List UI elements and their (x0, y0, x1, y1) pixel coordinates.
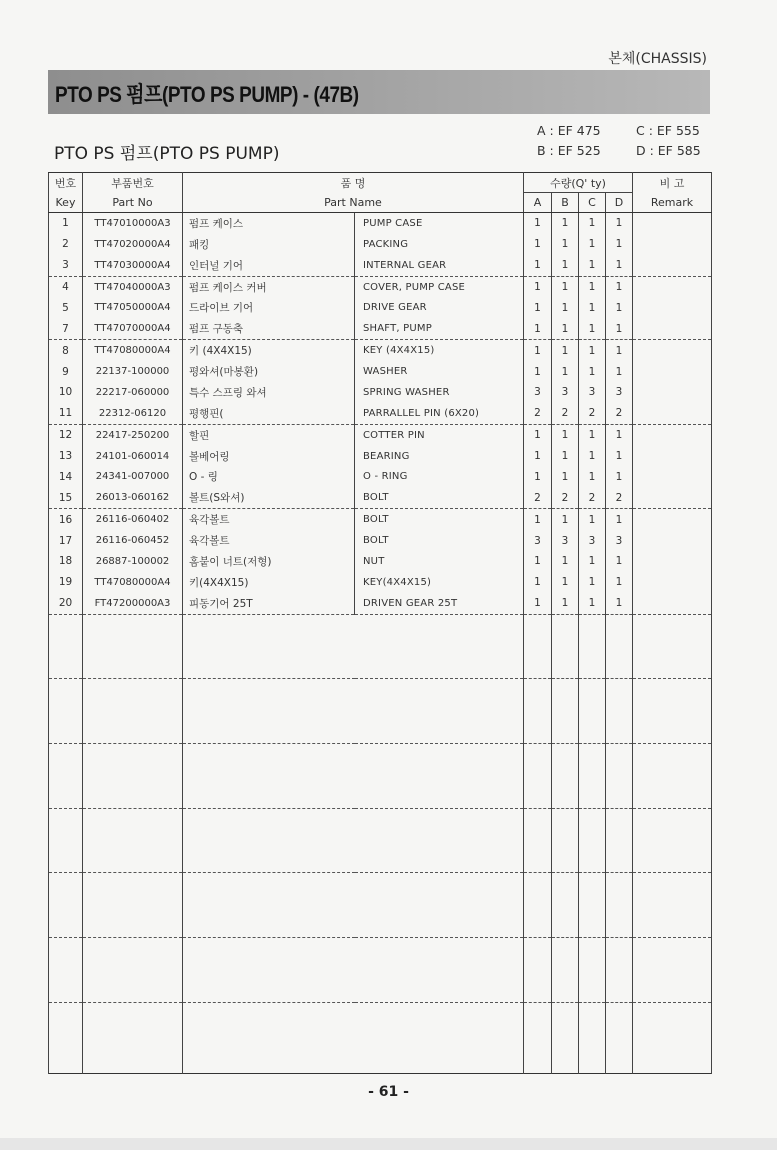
row-qty-b: 2 (552, 487, 579, 508)
row-name-en: PARRALLEL PIN (6X20) (355, 403, 524, 424)
page-title: PTO PS 펌프(PTO PS PUMP) - (47B) (55, 82, 359, 107)
empty-cell (579, 679, 606, 744)
row-part-no: 22312-06120 (83, 403, 183, 424)
row-qty-d: 1 (606, 446, 633, 467)
row-qty-c: 1 (579, 318, 606, 339)
page-number: - 61 - (368, 1084, 409, 1100)
header-qty-c: C (579, 193, 606, 213)
row-qty-a: 2 (524, 403, 552, 424)
empty-cell (606, 1002, 633, 1073)
row-key: 1 (49, 213, 83, 234)
empty-cell (183, 1002, 524, 1073)
table-row (49, 382, 712, 403)
row-key: 7 (49, 318, 83, 339)
row-key: 18 (49, 551, 83, 572)
row-qty-b: 1 (552, 361, 579, 382)
row-part-no: 24101-060014 (83, 446, 183, 467)
empty-cell (606, 938, 633, 1003)
row-key: 16 (49, 509, 83, 530)
empty-cell (83, 808, 183, 873)
row-name-en: BEARING (355, 446, 524, 467)
row-qty-c: 1 (579, 467, 606, 488)
row-qty-d: 1 (606, 424, 633, 445)
empty-cell (552, 744, 579, 809)
row-qty-a: 1 (524, 572, 552, 593)
empty-cell (49, 744, 83, 809)
row-part-no: 26013-060162 (83, 487, 183, 508)
row-name-en: KEY(4X4X15) (355, 572, 524, 593)
row-key: 15 (49, 487, 83, 508)
row-qty-a: 1 (524, 255, 552, 276)
row-name-en: DRIVE GEAR (355, 298, 524, 319)
row-remark (633, 487, 712, 508)
row-name-ko: 펌프 케이스 커버 (183, 276, 355, 297)
row-qty-d: 2 (606, 487, 633, 508)
empty-cell (524, 1002, 552, 1073)
header-remark-ko: 비 고 (633, 173, 712, 193)
table-row (49, 487, 712, 508)
row-qty-c: 1 (579, 255, 606, 276)
row-name-ko: 인터널 기어 (183, 255, 355, 276)
row-name-ko: 육각볼트 (183, 530, 355, 551)
row-key: 13 (49, 446, 83, 467)
empty-cell (524, 614, 552, 679)
row-remark (633, 467, 712, 488)
table-row (49, 298, 712, 319)
empty-cell (183, 744, 524, 809)
empty-cell (633, 679, 712, 744)
row-name-ko: 패킹 (183, 234, 355, 255)
row-qty-a: 1 (524, 467, 552, 488)
row-qty-b: 1 (552, 318, 579, 339)
row-qty-c: 1 (579, 509, 606, 530)
table-row (49, 424, 712, 445)
empty-row (49, 679, 712, 744)
empty-cell (49, 679, 83, 744)
row-qty-b: 1 (552, 340, 579, 361)
header-qty-d: D (606, 193, 633, 213)
row-qty-d: 1 (606, 509, 633, 530)
row-qty-a: 1 (524, 276, 552, 297)
empty-cell (552, 808, 579, 873)
row-qty-b: 1 (552, 255, 579, 276)
row-key: 4 (49, 276, 83, 297)
row-part-no: TT47070000A4 (83, 318, 183, 339)
row-name-en: O - RING (355, 467, 524, 488)
row-qty-b: 3 (552, 530, 579, 551)
row-remark (633, 361, 712, 382)
row-qty-c: 1 (579, 446, 606, 467)
header-key-ko: 번호 (49, 173, 83, 193)
row-name-ko: 육각볼트 (183, 509, 355, 530)
empty-cell (633, 808, 712, 873)
row-name-ko: O - 링 (183, 467, 355, 488)
empty-cell (579, 938, 606, 1003)
empty-cell (83, 873, 183, 938)
row-qty-a: 1 (524, 213, 552, 234)
model-legend-right (636, 121, 701, 161)
row-qty-c: 1 (579, 551, 606, 572)
row-name-en: WASHER (355, 361, 524, 382)
model-b-label: B : EF 525 (537, 143, 601, 158)
section-label: 본체(CHASSIS) (608, 51, 707, 67)
empty-cell (552, 938, 579, 1003)
empty-cell (633, 1002, 712, 1073)
table-row (49, 551, 712, 572)
row-name-ko: 볼트(S와셔) (183, 487, 355, 508)
row-qty-d: 1 (606, 298, 633, 319)
row-remark (633, 255, 712, 276)
header-remark-en: Remark (633, 193, 712, 213)
empty-cell (552, 679, 579, 744)
title-bar (48, 70, 710, 114)
row-name-ko: 키(4X4X15) (183, 572, 355, 593)
row-qty-a: 1 (524, 361, 552, 382)
row-qty-d: 1 (606, 467, 633, 488)
row-name-en: BOLT (355, 509, 524, 530)
row-qty-d: 1 (606, 572, 633, 593)
row-remark (633, 318, 712, 339)
table-row (49, 234, 712, 255)
page-edge (0, 1138, 777, 1150)
row-part-no: TT47040000A3 (83, 276, 183, 297)
row-name-ko: 볼베어링 (183, 446, 355, 467)
row-qty-a: 1 (524, 551, 552, 572)
row-qty-c: 1 (579, 276, 606, 297)
header-qty-a: A (524, 193, 552, 213)
row-key: 3 (49, 255, 83, 276)
empty-cell (49, 808, 83, 873)
row-name-ko: 특수 스프링 와셔 (183, 382, 355, 403)
header-qty: 수량(Q' ty) (524, 173, 633, 193)
row-qty-d: 1 (606, 276, 633, 297)
row-qty-c: 1 (579, 361, 606, 382)
empty-cell (633, 938, 712, 1003)
row-qty-c: 1 (579, 593, 606, 614)
table-row (49, 467, 712, 488)
row-qty-a: 1 (524, 424, 552, 445)
row-remark (633, 276, 712, 297)
row-remark (633, 403, 712, 424)
row-name-en: COVER, PUMP CASE (355, 276, 524, 297)
row-qty-a: 1 (524, 509, 552, 530)
row-qty-d: 2 (606, 403, 633, 424)
empty-cell (49, 614, 83, 679)
row-remark (633, 234, 712, 255)
row-remark (633, 551, 712, 572)
empty-cell (83, 679, 183, 744)
empty-cell (83, 744, 183, 809)
row-qty-c: 1 (579, 234, 606, 255)
row-name-ko: 홈붙이 너트(저형) (183, 551, 355, 572)
row-key: 19 (49, 572, 83, 593)
row-qty-c: 1 (579, 298, 606, 319)
row-remark (633, 213, 712, 234)
row-qty-c: 1 (579, 340, 606, 361)
empty-cell (524, 873, 552, 938)
row-qty-b: 2 (552, 403, 579, 424)
row-remark (633, 424, 712, 445)
row-name-ko: 피동기어 25T (183, 593, 355, 614)
row-remark (633, 446, 712, 467)
row-name-ko: 펌프 케이스 (183, 213, 355, 234)
empty-row (49, 938, 712, 1003)
table-row (49, 318, 712, 339)
empty-cell (183, 873, 524, 938)
row-qty-b: 1 (552, 298, 579, 319)
row-name-en: NUT (355, 551, 524, 572)
table-header (49, 173, 712, 213)
row-part-no: 24341-007000 (83, 467, 183, 488)
row-remark (633, 382, 712, 403)
row-qty-d: 1 (606, 340, 633, 361)
row-qty-c: 1 (579, 213, 606, 234)
row-qty-b: 1 (552, 572, 579, 593)
row-key: 11 (49, 403, 83, 424)
row-name-ko: 할핀 (183, 424, 355, 445)
row-qty-d: 3 (606, 382, 633, 403)
row-qty-d: 1 (606, 593, 633, 614)
empty-cell (633, 614, 712, 679)
table-row (49, 213, 712, 234)
row-remark (633, 593, 712, 614)
model-a-label: A : EF 475 (537, 123, 601, 138)
row-part-no: 22417-250200 (83, 424, 183, 445)
empty-cell (579, 744, 606, 809)
empty-row (49, 1002, 712, 1073)
table-row (49, 572, 712, 593)
row-qty-b: 1 (552, 509, 579, 530)
row-qty-c: 2 (579, 403, 606, 424)
row-name-en: SPRING WASHER (355, 382, 524, 403)
empty-row (49, 873, 712, 938)
row-qty-a: 1 (524, 593, 552, 614)
row-part-no: 26887-100002 (83, 551, 183, 572)
row-qty-a: 3 (524, 530, 552, 551)
row-qty-d: 1 (606, 213, 633, 234)
empty-cell (579, 1002, 606, 1073)
empty-cell (633, 744, 712, 809)
empty-cell (183, 938, 524, 1003)
empty-cell (83, 1002, 183, 1073)
row-name-ko: 평와셔(마봉환) (183, 361, 355, 382)
empty-cell (633, 873, 712, 938)
empty-cell (524, 744, 552, 809)
row-key: 20 (49, 593, 83, 614)
row-qty-d: 1 (606, 361, 633, 382)
row-remark (633, 572, 712, 593)
table-row (49, 446, 712, 467)
empty-cell (606, 744, 633, 809)
row-name-en: COTTER PIN (355, 424, 524, 445)
empty-row (49, 614, 712, 679)
empty-cell (183, 808, 524, 873)
row-part-no: TT47010000A3 (83, 213, 183, 234)
table-row (49, 255, 712, 276)
row-qty-b: 1 (552, 446, 579, 467)
row-qty-a: 1 (524, 298, 552, 319)
row-qty-a: 2 (524, 487, 552, 508)
empty-cell (579, 614, 606, 679)
row-qty-d: 3 (606, 530, 633, 551)
empty-cell (524, 938, 552, 1003)
row-qty-a: 1 (524, 234, 552, 255)
row-qty-c: 2 (579, 487, 606, 508)
empty-cell (524, 679, 552, 744)
table-row (49, 509, 712, 530)
empty-row (49, 744, 712, 809)
empty-cell (579, 873, 606, 938)
header-qty-b: B (552, 193, 579, 213)
row-part-no: TT47050000A4 (83, 298, 183, 319)
row-part-no: TT47080000A4 (83, 572, 183, 593)
row-key: 8 (49, 340, 83, 361)
table-body (49, 213, 712, 1074)
row-qty-d: 1 (606, 318, 633, 339)
row-part-no: 22217-060000 (83, 382, 183, 403)
row-part-no: 22137-100000 (83, 361, 183, 382)
empty-cell (552, 1002, 579, 1073)
row-name-ko: 펌프 구동축 (183, 318, 355, 339)
row-key: 14 (49, 467, 83, 488)
row-qty-d: 1 (606, 255, 633, 276)
row-part-no: TT47020000A4 (83, 234, 183, 255)
row-key: 12 (49, 424, 83, 445)
row-qty-a: 1 (524, 318, 552, 339)
row-part-no: 26116-060452 (83, 530, 183, 551)
page-subtitle: PTO PS 펌프(PTO PS PUMP) (54, 144, 280, 164)
row-qty-b: 1 (552, 213, 579, 234)
empty-cell (183, 679, 524, 744)
empty-cell (83, 614, 183, 679)
table-row (49, 340, 712, 361)
row-qty-b: 1 (552, 276, 579, 297)
row-name-en: PACKING (355, 234, 524, 255)
header-partno-ko: 부품번호 (83, 173, 183, 193)
row-name-en: BOLT (355, 530, 524, 551)
empty-cell (606, 614, 633, 679)
row-part-no: FT47200000A3 (83, 593, 183, 614)
empty-cell (606, 679, 633, 744)
row-qty-b: 3 (552, 382, 579, 403)
row-qty-a: 3 (524, 382, 552, 403)
row-name-en: DRIVEN GEAR 25T (355, 593, 524, 614)
empty-cell (49, 938, 83, 1003)
empty-cell (83, 938, 183, 1003)
row-qty-b: 1 (552, 424, 579, 445)
table-row (49, 403, 712, 424)
empty-row (49, 808, 712, 873)
row-part-no: 26116-060402 (83, 509, 183, 530)
row-qty-b: 1 (552, 467, 579, 488)
row-qty-c: 1 (579, 572, 606, 593)
model-d-label: D : EF 585 (636, 143, 701, 158)
header-name-ko: 품 명 (183, 173, 524, 193)
empty-cell (49, 873, 83, 938)
row-remark (633, 530, 712, 551)
empty-cell (49, 1002, 83, 1073)
header-key-en: Key (49, 193, 83, 213)
empty-cell (183, 614, 524, 679)
model-c-label: C : EF 555 (636, 123, 700, 138)
parts-table (48, 172, 712, 1074)
row-remark (633, 298, 712, 319)
row-key: 5 (49, 298, 83, 319)
empty-cell (552, 873, 579, 938)
row-qty-c: 3 (579, 530, 606, 551)
row-qty-d: 1 (606, 234, 633, 255)
row-qty-b: 1 (552, 234, 579, 255)
row-qty-a: 1 (524, 340, 552, 361)
row-name-en: SHAFT, PUMP (355, 318, 524, 339)
row-remark (633, 340, 712, 361)
row-qty-c: 1 (579, 424, 606, 445)
empty-cell (579, 808, 606, 873)
row-name-en: BOLT (355, 487, 524, 508)
row-key: 10 (49, 382, 83, 403)
empty-cell (552, 614, 579, 679)
row-qty-d: 1 (606, 551, 633, 572)
row-key: 9 (49, 361, 83, 382)
empty-cell (524, 808, 552, 873)
row-name-en: KEY (4X4X15) (355, 340, 524, 361)
header-name-en: Part Name (183, 193, 524, 213)
table-row (49, 593, 712, 614)
row-name-ko: 드라이브 기어 (183, 298, 355, 319)
model-legend-left (537, 121, 601, 161)
row-key: 2 (49, 234, 83, 255)
table-row (49, 276, 712, 297)
table-row (49, 361, 712, 382)
row-qty-b: 1 (552, 551, 579, 572)
row-key: 17 (49, 530, 83, 551)
row-name-en: PUMP CASE (355, 213, 524, 234)
row-qty-a: 1 (524, 446, 552, 467)
table-row (49, 530, 712, 551)
row-name-ko: 키 (4X4X15) (183, 340, 355, 361)
empty-cell (606, 873, 633, 938)
row-qty-c: 3 (579, 382, 606, 403)
row-name-ko: 평행핀( (183, 403, 355, 424)
row-remark (633, 509, 712, 530)
row-qty-b: 1 (552, 593, 579, 614)
row-part-no: TT47030000A4 (83, 255, 183, 276)
row-part-no: TT47080000A4 (83, 340, 183, 361)
row-name-en: INTERNAL GEAR (355, 255, 524, 276)
empty-cell (606, 808, 633, 873)
header-partno-en: Part No (83, 193, 183, 213)
